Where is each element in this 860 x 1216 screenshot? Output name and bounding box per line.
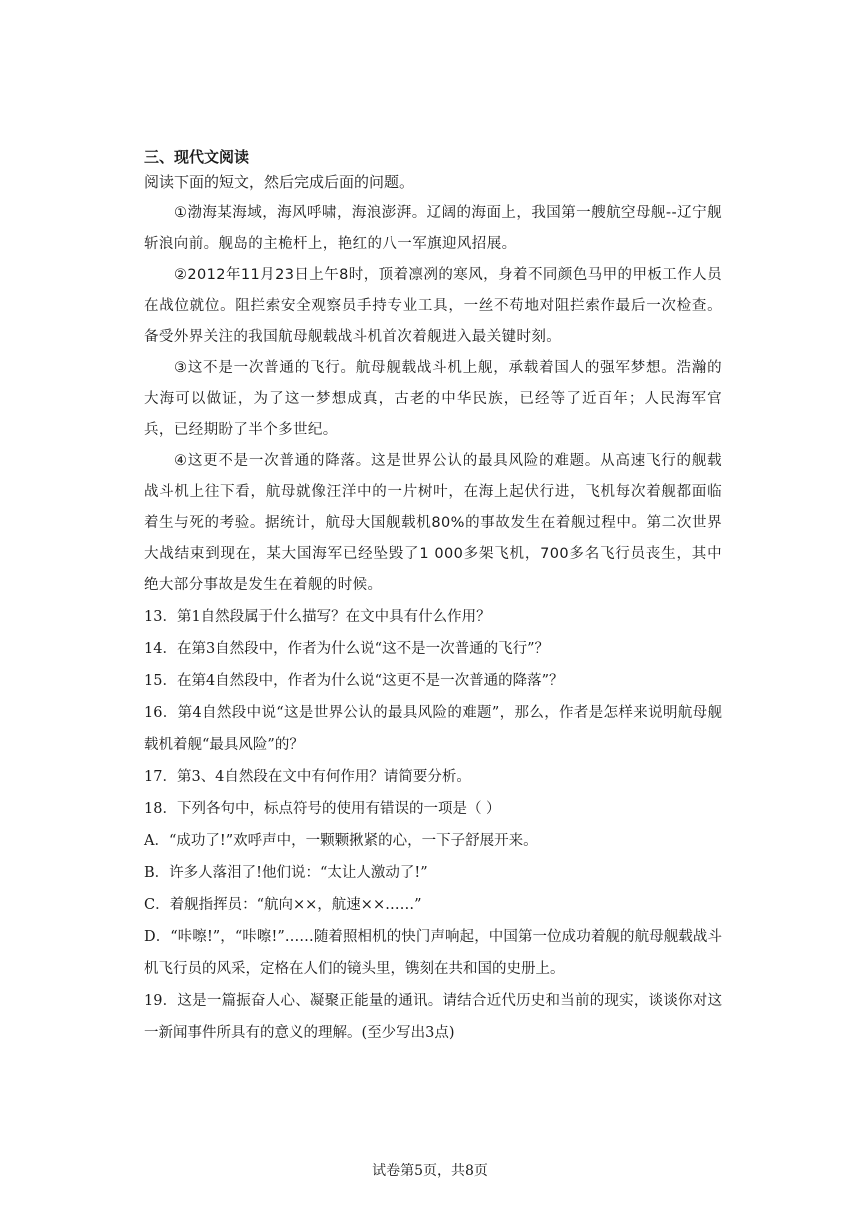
page-footer: 试卷第5页，共8页 [372, 1163, 488, 1179]
question-18: 18．下列各句中，标点符号的使用有错误的一项是（ ） [144, 801, 501, 817]
page-content [144, 147, 722, 1049]
passage-paragraph-4: ④这更不是一次普通的降落。这是世界公认的最具风险的难题。从高速飞行的舰载战斗机上往下看，航母就像汪洋中的一片树叶，在海上起伏行进，飞机每次着舰都面临着生与死的考验。据统计，航母大国舰载机80%的事故发生在着舰过程中。第二次世界大战结束到现在，某大国海军已经坠毁了1 000多架飞机，700多名飞行员丧生，其中绝大部分事故是发生在着舰的时候。 [144, 453, 722, 593]
question-14: 14．在第3自然段中，作者为什么说“这不是一次普通的飞行”？ [144, 641, 549, 657]
question-16: 16．第4自然段中说“这是世界公认的最具风险的难题”，那么，作者是怎样来说明航母舰载机着舰“最具风险”的？ [144, 705, 722, 753]
passage-paragraph-2: ②2012年11月23日上午8时，顶着凛冽的寒风，身着不同颜色马甲的甲板工作人员在战位就位。阻拦索安全观察员手持专业工具，一丝不苟地对阻拦索作最后一次检查。备受外界关注的我国航母舰载战斗机首次着舰进入最关键时刻。 [144, 267, 722, 345]
question-17: 17．第3、4自然段在文中有何作用？请简要分析。 [144, 769, 471, 785]
passage-paragraph-1: ①渤海某海域，海风呼啸，海浪澎湃。辽阔的海面上，我国第一艘航空母舰--辽宁舰斩浪向前。舰岛的主桅杆上，艳红的八一军旗迎风招展。 [144, 205, 722, 252]
question-18-option-c: C．着舰指挥员：“航向××，航速××……” [144, 897, 422, 913]
passage-paragraph-3: ③这不是一次普通的飞行。航母舰载战斗机上舰，承载着国人的强军梦想。浩瀚的大海可以做证，为了这一梦想成真，古老的中华民族，已经等了近百年；人民海军官兵，已经期盼了半个多世纪。 [144, 360, 722, 438]
question-13: 13．第1自然段属于什么描写？在文中具有什么作用？ [144, 609, 491, 625]
reading-instruction: 阅读下面的短文，然后完成后面的问题。 [144, 173, 415, 191]
question-15: 15．在第4自然段中，作者为什么说“这更不是一次普通的降落”？ [144, 673, 564, 689]
question-19: 19．这是一篇振奋人心、凝聚正能量的通讯。请结合近代历史和当前的现实，谈谈你对这一新闻事件所具有的意义的理解。(至少写出3点) [144, 993, 722, 1041]
section-title: 三、现代文阅读 [144, 148, 250, 166]
question-18-option-a: A．“成功了!”欢呼声中，一颗颗揪紧的心，一下子舒展开来。 [144, 833, 538, 849]
question-18-option-b: B．许多人落泪了!他们说：“太让人激动了!” [144, 865, 428, 881]
question-18-option-d: D．“咔嚓!”，“咔嚓!”……随着照相机的快门声响起，中国第一位成功着舰的航母舰载战斗机飞行员的风采，定格在人们的镜头里，镌刻在共和国的史册上。 [144, 929, 722, 977]
